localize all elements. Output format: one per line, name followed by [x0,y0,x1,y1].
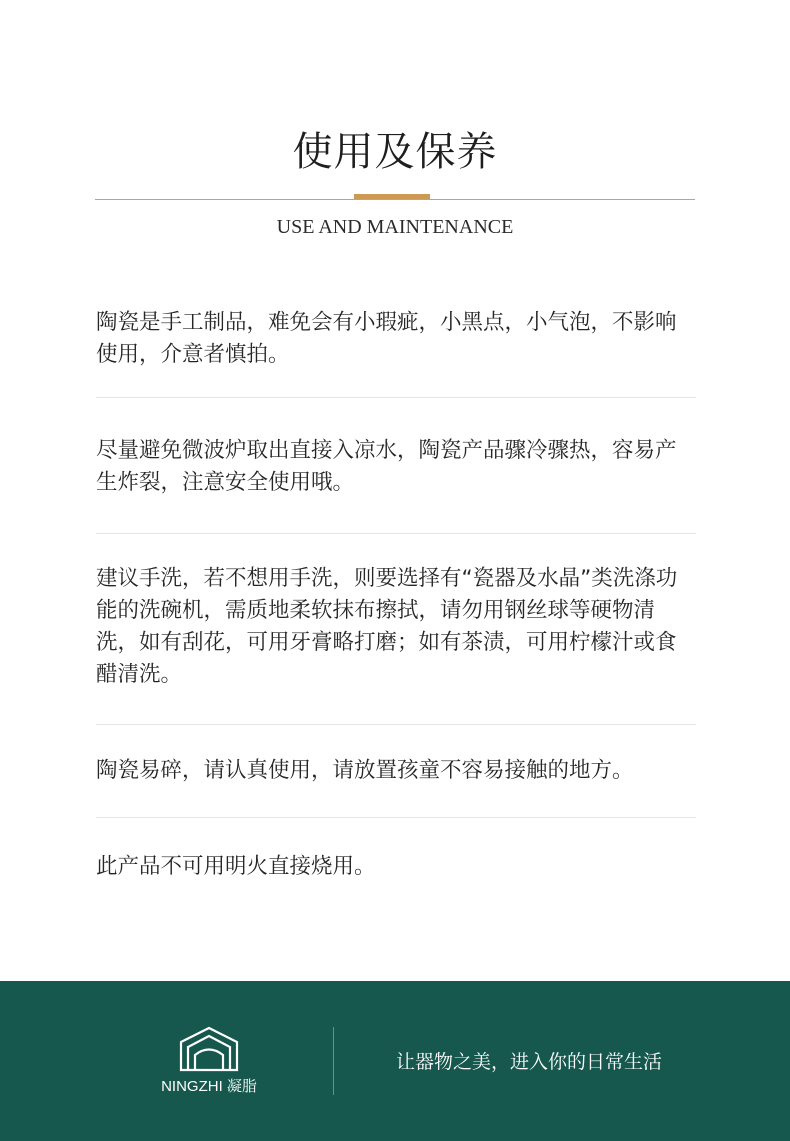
care-item-5: 此产品不可用明火直接烧用。 [96,854,376,879]
footer-divider [333,1027,334,1095]
brand-footer [0,981,790,1141]
care-item-1: 陶瓷是手工制品，难免会有小瑕疵，小黑点，小气泡，不影响使用，介意者慎拍。 [96,310,677,367]
title-accent-bar [354,194,430,199]
house-outline-icon [178,1025,240,1073]
care-item-2: 尽量避免微波炉取出直接入凉水，陶瓷产品骤冷骤热，容易产生炸裂，注意安全使用哦。 [96,438,677,495]
item-divider [96,533,696,534]
item-divider [96,397,696,398]
care-item-4: 陶瓷易碎，请认真使用，请放置孩童不容易接触的地方。 [96,758,634,783]
page-subtitle: USE AND MAINTENANCE [276,216,514,238]
brand-slogan: 让器物之美，进入你的日常生活 [396,1051,663,1073]
title-divider-line [95,199,695,200]
item-divider [96,724,696,725]
page-title: 使用及保养 [292,129,498,175]
care-item-3: 建议手洗，若不想用手洗，则要选择有“瓷器及水晶”类洗涤功能的洗碗机，需质地柔软抹布擦拭，请勿用钢丝球等硬物清洗，如有刮花，可用牙膏略打磨；如有茶渍，可用柠檬汁或食醋清洗。 [96,566,678,687]
item-divider [96,817,696,818]
brand-name: NINGZHI 凝脂 [161,1078,257,1095]
